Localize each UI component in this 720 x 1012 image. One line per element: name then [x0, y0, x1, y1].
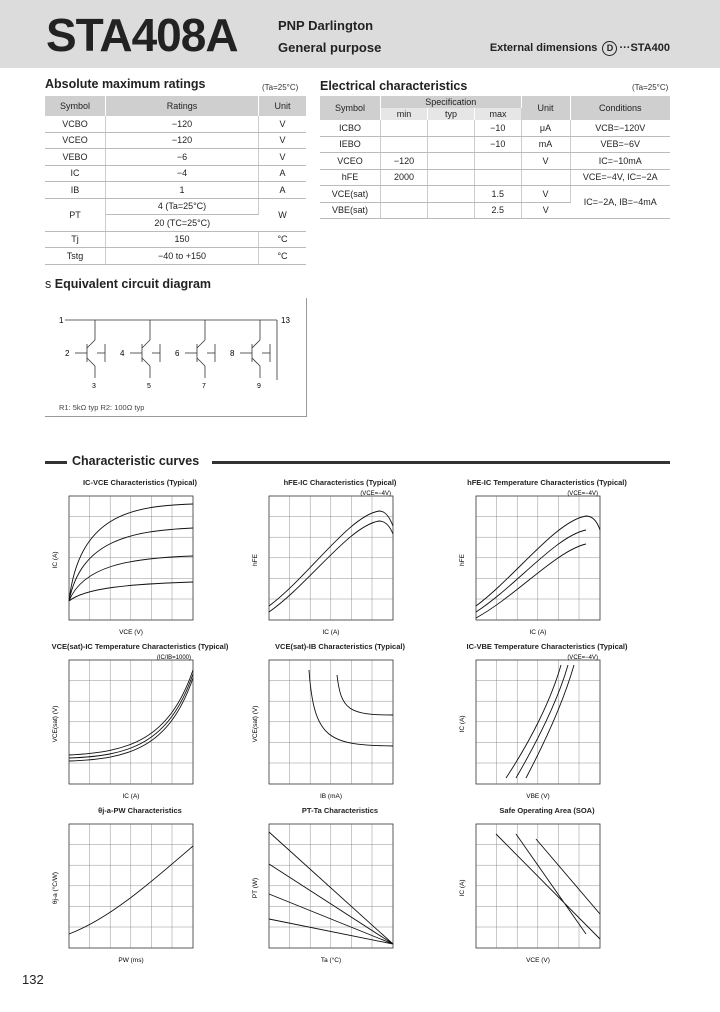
y-axis-label: θj-a (°C/W) [52, 871, 59, 905]
x-axis-label: VCE (V) [119, 629, 143, 636]
x-axis-label: IC (A) [529, 629, 547, 636]
equiv-circuit-diagram [45, 298, 306, 416]
elec-col-symbol: Symbol [320, 96, 381, 120]
pin-base-4: 8 [230, 349, 235, 358]
equiv-circuit-box [45, 298, 307, 417]
table-row: VBE(sat) 2.5 V [320, 202, 670, 219]
x-axis-label: IB (mA) [319, 793, 343, 800]
chart-plot [47, 652, 217, 802]
chart-plot [47, 488, 217, 638]
chart-plot [247, 816, 417, 966]
chart-note: (VCE=−4V) [567, 655, 598, 661]
pin-emitter-2: 5 [147, 383, 151, 390]
part-number: STA408A [46, 9, 238, 61]
abs-max-title: Absolute maximum ratings [45, 77, 206, 91]
table-row: VCEO −120 V IC=−10mA [320, 153, 670, 170]
table-row: IB 1 A [45, 182, 306, 199]
equiv-title [45, 277, 211, 291]
elec-col-cond: Conditions [570, 96, 670, 120]
x-axis-label: PW (ms) [118, 957, 144, 964]
elec-col-spec: Specification [381, 96, 522, 108]
pin-top: 1 [59, 316, 64, 325]
section-bar-right [212, 461, 670, 464]
pin-emitter-4: 9 [257, 383, 261, 390]
chart-plot [47, 816, 217, 966]
equiv-bullet: s [45, 277, 52, 291]
y-axis-label: hFE [459, 554, 466, 566]
abs-max-condition: (Ta=25°C) [262, 83, 299, 92]
x-axis-label: VBE (V) [526, 793, 550, 800]
chart-title: hFE-IC Characteristics (Typical) [283, 478, 397, 487]
table-row: ICBO −10 μA VCB=−120V [320, 120, 670, 136]
table-row: VCE(sat) 1.5 V IC=−2A, IB=−4mA [320, 186, 670, 203]
pin-emitter-1: 3 [92, 383, 96, 390]
x-axis-label: Ta (°C) [320, 957, 342, 964]
elec-condition: (Ta=25°C) [632, 83, 669, 92]
chart-plot [247, 652, 417, 802]
chart-note: (VCE=−4V) [567, 491, 598, 497]
chart-title: θj-a-PW Characteristics [98, 806, 182, 815]
chart-title: IC-VBE Temperature Characteristics (Typical) [466, 642, 628, 651]
abs-max-table [45, 96, 306, 265]
chart-plot [247, 488, 417, 638]
external-dimensions [490, 41, 670, 56]
table-row: hFE 2000 VCE=−4V, IC=−2A [320, 169, 670, 186]
elec-col-min: min [381, 108, 428, 120]
equiv-title-text: Equivalent circuit diagram [54, 277, 212, 291]
section-bar-left [45, 461, 67, 464]
table-row: IEBO −10 mA VEB=−6V [320, 136, 670, 153]
y-axis-label: VCE(sat) (V) [52, 705, 59, 743]
elec-table [320, 96, 670, 219]
table-row: IC −4 A [45, 165, 306, 182]
chart-plot [454, 816, 624, 966]
col-unit: Unit [259, 96, 307, 116]
pin-top-right: 13 [281, 316, 290, 325]
y-axis-label: VCE(sat) (V) [252, 705, 259, 743]
elec-col-typ: typ [428, 108, 475, 120]
chart-title: Safe Operating Area (SOA) [499, 806, 595, 815]
pin-base-2: 4 [120, 349, 125, 358]
ext-dim-letter: D [602, 41, 617, 56]
table-row: PT 4 (Ta=25°C) W [45, 198, 306, 215]
table-row: 20 (TC=25°C) [45, 215, 306, 232]
curve-series [506, 665, 574, 778]
chart-title: hFE-IC Temperature Characteristics (Typical) [467, 478, 627, 487]
x-axis-label: IC (A) [322, 629, 340, 636]
elec-col-max: max [475, 108, 522, 120]
ext-dim-ref: ···STA400 [619, 42, 670, 54]
table-row: VCBO −120 V [45, 116, 306, 132]
pin-emitter-3: 7 [202, 383, 206, 390]
pin-base-1: 2 [65, 349, 70, 358]
chart-title: PT-Ta Characteristics [301, 806, 379, 815]
resistor-legend: R1: 5kΩ typ R2: 100Ω typ [59, 403, 145, 412]
ext-dim-label: External dimensions [489, 42, 598, 54]
chart-note: (VCE=−4V) [360, 491, 391, 497]
y-axis-label: IC (A) [459, 715, 466, 733]
pin-base-3: 6 [175, 349, 180, 358]
chart-plot [454, 652, 624, 802]
subtitle-type: PNP Darlington [278, 18, 374, 33]
col-symbol: Symbol [45, 96, 106, 116]
x-axis-label: VCE (V) [526, 957, 550, 964]
chart-title: IC-VCE Characteristics (Typical) [82, 478, 198, 487]
subtitle-purpose: General purpose [278, 40, 382, 55]
table-row: Tstg −40 to +150 °C [45, 248, 306, 265]
y-axis-label: hFE [252, 554, 259, 566]
elec-title: Electrical characteristics [320, 79, 468, 93]
x-axis-label: IC (A) [122, 793, 140, 800]
elec-col-unit: Unit [521, 96, 570, 120]
col-ratings: Ratings [106, 96, 259, 116]
table-row: Tj 150 °C [45, 231, 306, 248]
page-number: 132 [22, 972, 44, 987]
curves-title: Characteristic curves [72, 454, 200, 468]
table-row: VCEO −120 V [45, 132, 306, 149]
curve-series [309, 670, 393, 746]
table-row: VEBO −6 V [45, 149, 306, 166]
chart-plot [454, 488, 624, 638]
chart-note: (IC/IB=1000) [156, 655, 191, 661]
y-axis-label: PT (W) [252, 877, 259, 899]
y-axis-label: IC (A) [459, 879, 466, 897]
chart-title: VCE(sat)-IB Characteristics (Typical) [275, 642, 405, 651]
chart-title: VCE(sat)-IC Temperature Characteristics (Typical) [51, 642, 229, 651]
curve-series [496, 834, 600, 939]
y-axis-label: IC (A) [52, 551, 59, 569]
